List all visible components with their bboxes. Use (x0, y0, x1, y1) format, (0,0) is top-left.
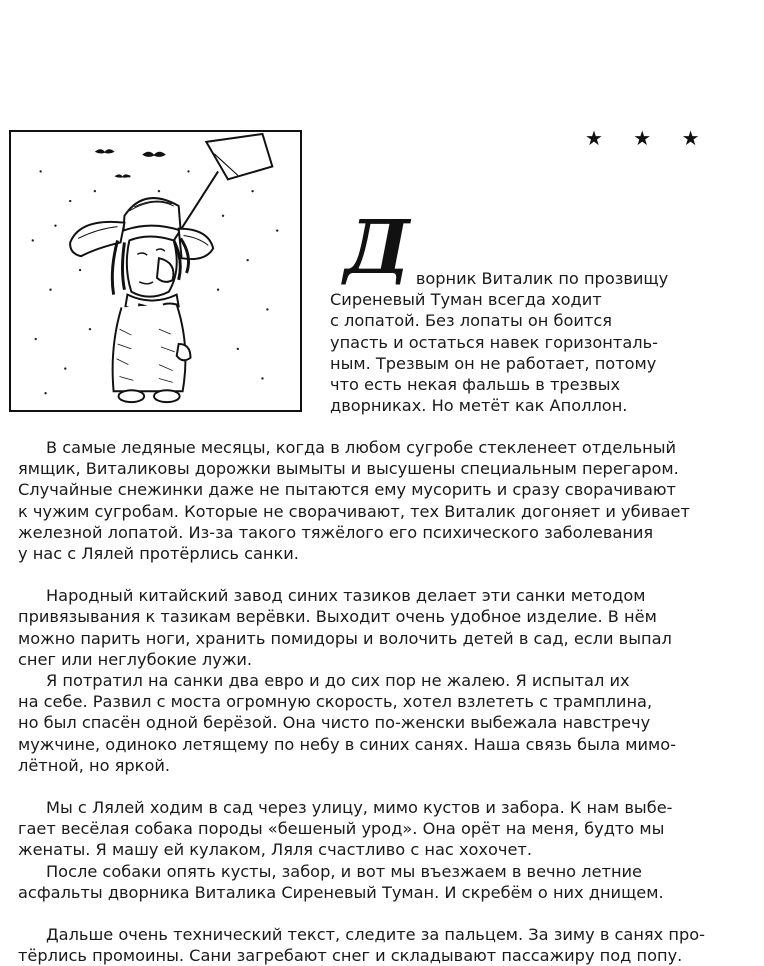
text-line: снег или неглубокие лужи. (18, 649, 253, 669)
intro-paragraph (330, 205, 750, 416)
text-line: ямщик, Виталиковы дорожки вымыты и высушены специальным перегаром. (18, 459, 679, 479)
intro-line: ным. Трезвым он не работает, потому (330, 353, 657, 373)
janitor-illustration (9, 130, 302, 412)
intro-line: дворниках. Но метёт как Аполлон. (330, 396, 628, 416)
intro-line: Сиреневый Туман всегда ходит (330, 290, 602, 310)
paragraph (18, 437, 748, 564)
text-line: к чужим сугробам. Которые не сворачивают, тех Виталик догоняет и убивает (18, 501, 690, 521)
text-line: асфальты дворника Виталика Сиреневый Туман. И скребём о них днищем. (18, 882, 664, 902)
text-line: тёрлись промоины. Сани загребают снег и складывают пассажиру под попу. (18, 946, 683, 966)
paragraph (18, 924, 748, 966)
text-line: Мы с Лялей ходим в сад через улицу, мимо кустов и забора. К нам выбе- (46, 798, 673, 818)
text-line: Народный китайский завод синих тазиков делает эти санки методом (46, 586, 646, 606)
text-line: После собаки опять кусты, забор, и вот мы въезжаем в вечно летние (46, 861, 643, 881)
paragraph (18, 797, 748, 861)
text-line: но был спасён одной берёзой. Она чисто по-женски выбежала навстречу (18, 713, 651, 733)
intro-line: с лопатой. Без лопаты он боится (330, 311, 612, 331)
paragraph (18, 861, 748, 903)
text-line: Дальше очень технический текст, следите за пальцем. За зиму в санях про- (46, 925, 705, 945)
intro-line: ворник Виталик по прозвищу (415, 269, 669, 288)
text-line: можно парить ноги, хранить помидоры и волочить детей в сад, если выпал (18, 628, 672, 648)
text-line: мужчине, одиноко летящему по небу в синих санях. Наша связь была мимо- (18, 734, 676, 754)
text-line: женаты. Я машу ей кулаком, Ляля счастливо с нас хохочет. (18, 840, 533, 860)
paragraph (18, 585, 748, 670)
text-line: Случайные снежинки даже не пытаются ему мусорить и сразу сворачивают (18, 480, 676, 500)
text-line: В самые ледяные месяцы, когда в любом сугробе стекленеет отдельный (46, 438, 677, 457)
janitor-drawing (11, 132, 300, 410)
drop-cap: Д (344, 205, 410, 291)
text-line: на себе. Развил с моста огромную скорость, хотел взлететь с трамплина, (18, 692, 653, 712)
text-line: у нас с Лялей протёрлись санки. (18, 544, 299, 564)
text-line: Я потратил на санки два евро и до сих пор не жалею. Я испытал их (46, 671, 630, 691)
text-line: лётной, но яркой. (18, 755, 171, 775)
intro-line: упасть и остаться навек горизонталь- (330, 332, 658, 352)
body-text (18, 437, 748, 966)
text-line: железной лопатой. Из-за такого тяжёлого его психического заболевания (18, 522, 654, 542)
section-ornament: ★ ★ ★ (585, 126, 712, 150)
text-line: гает весёлая собака породы «бешеный урод». Она орёт на меня, будто мы (18, 819, 665, 839)
intro-line: что есть некая фальшь в трезвых (330, 375, 621, 395)
text-line: привязывания к тазикам верёвки. Выходит очень удобное изделие. В нём (18, 607, 657, 627)
paragraph (18, 670, 748, 776)
